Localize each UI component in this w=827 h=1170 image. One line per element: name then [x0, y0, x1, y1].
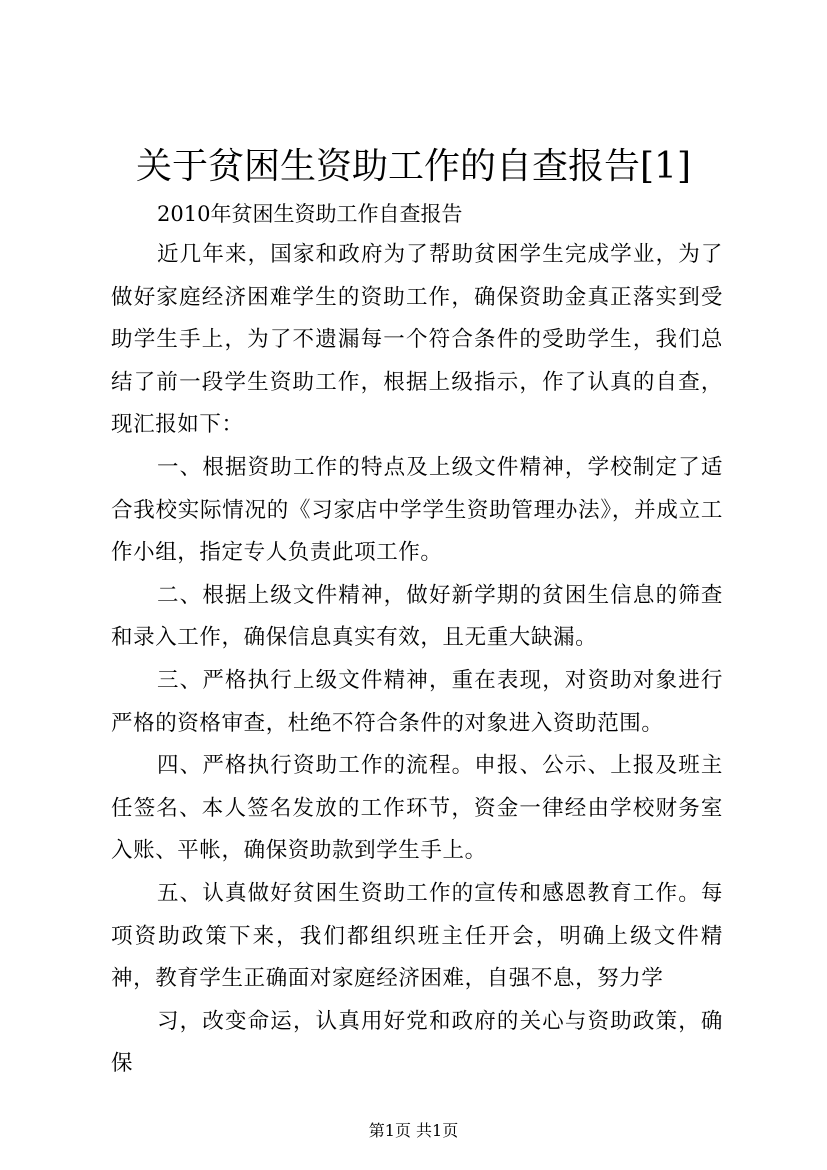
paragraph-item-2: 二、根据上级文件精神，做好新学期的贫困生信息的筛查和录入工作，确保信息真实有效，且无重大缺漏。 — [111, 582, 723, 651]
paragraph-item-3: 三、严格执行上级文件精神，重在表现，对资助对象进行严格的资格审查，杜绝不符合条件的对象进入资助范围。 — [111, 667, 723, 736]
document-subtitle: 2010年贫困生资助工作自查报告 — [157, 202, 463, 226]
paragraph-item-5: 五、认真做好贫困生资助工作的宣传和感恩教育工作。每项资助政策下来，我们都组织班主任开会，明确上级文件精神，教育学生正确面对家庭经济困难，自强不息，努力学 — [111, 880, 723, 992]
document-body — [111, 234, 723, 1086]
paragraph-intro: 近几年来，国家和政府为了帮助贫困学生完成学业，为了做好家庭经济困难学生的资助工作，确保资助金真正落实到受助学生手上，为了不遗漏每一个符合条件的受助学生，我们总结了前一段学生资助工作，根据上级指示，作了认真的自查，现汇报如下： — [111, 242, 723, 438]
page-footer: 第1页 共1页 — [368, 1121, 459, 1140]
paragraph-item-4: 四、严格执行资助工作的流程。申报、公示、上报及班主任签名、本人签名发放的工作环节，资金一律经由学校财务室入账、平帐，确保资助款到学生手上。 — [111, 753, 723, 864]
document-title: 关于贫困生资助工作的自查报告[1] — [136, 146, 691, 187]
paragraph-item-1: 一、根据资助工作的特点及上级文件精神，学校制定了适合我校实际情况的《习家店中学学生资助管理办法》，并成立工作小组，指定专人负责此项工作。 — [111, 454, 723, 566]
paragraph-continuation: 习，改变命运，认真用好党和政府的关心与资助政策，确保 — [111, 1008, 723, 1077]
